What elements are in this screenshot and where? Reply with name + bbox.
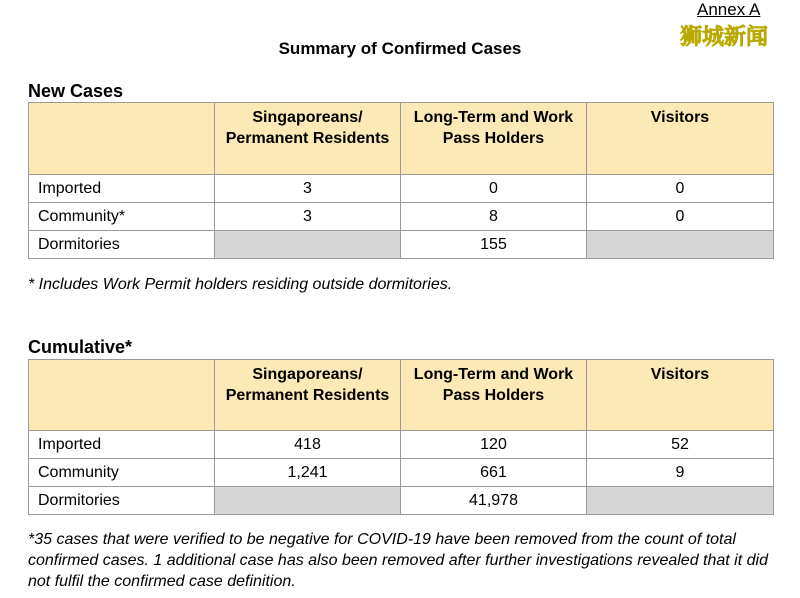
table-row bbox=[29, 203, 774, 231]
table-cell: 661 bbox=[401, 459, 587, 487]
cumulative-heading: Cumulative* bbox=[28, 337, 133, 357]
table-cell: 0 bbox=[587, 203, 774, 231]
table-cell: 8 bbox=[401, 203, 587, 231]
annex-label: Annex A bbox=[697, 0, 761, 19]
column-header: Visitors bbox=[587, 360, 774, 431]
table-row bbox=[29, 431, 774, 459]
shaded-cell bbox=[215, 231, 401, 259]
row-label: Dormitories bbox=[29, 487, 215, 515]
table-cell: 52 bbox=[587, 431, 774, 459]
row-label: Imported bbox=[29, 175, 215, 203]
shaded-cell bbox=[587, 487, 774, 515]
table-cell: 418 bbox=[215, 431, 401, 459]
table-row bbox=[29, 487, 774, 515]
table-row bbox=[29, 175, 774, 203]
table-cell: 0 bbox=[401, 175, 587, 203]
table-cell: 1,241 bbox=[215, 459, 401, 487]
row-label: Imported bbox=[29, 431, 215, 459]
shaded-cell bbox=[587, 231, 774, 259]
column-header: Singaporeans/ Permanent Residents bbox=[215, 103, 401, 175]
column-header: Long-Term and Work Pass Holders bbox=[401, 103, 587, 175]
new-cases-footnote: * Includes Work Permit holders residing outside dormitories. bbox=[28, 276, 453, 293]
new-cases-heading: New Cases bbox=[28, 81, 124, 101]
row-label: Community* bbox=[29, 203, 215, 231]
row-label: Community bbox=[29, 459, 215, 487]
new-cases-table bbox=[28, 102, 774, 259]
empty-header-cell bbox=[29, 103, 215, 175]
column-header: Long-Term and Work Pass Holders bbox=[401, 360, 587, 431]
watermark-logo: 狮城新闻 bbox=[680, 25, 769, 50]
cumulative-footnote: *35 cases that were verified to be negative for COVID-19 have been removed from the count of total confirmed cases. 1 additional case has also been removed after further investigations revealed that it did not fulfil the confirmed case definition. bbox=[28, 531, 768, 590]
column-header: Visitors bbox=[587, 103, 774, 175]
table-cell: 3 bbox=[215, 203, 401, 231]
table-cell: 120 bbox=[401, 431, 587, 459]
table-cell: 155 bbox=[401, 231, 587, 259]
table-header-row bbox=[29, 360, 774, 431]
table-row bbox=[29, 459, 774, 487]
table-cell: 3 bbox=[215, 175, 401, 203]
column-header: Singaporeans/ Permanent Residents bbox=[215, 360, 401, 431]
table-row bbox=[29, 231, 774, 259]
shaded-cell bbox=[215, 487, 401, 515]
table-cell: 9 bbox=[587, 459, 774, 487]
table-header-row bbox=[29, 103, 774, 175]
cumulative-table bbox=[28, 359, 774, 515]
page-title: Summary of Confirmed Cases bbox=[278, 39, 522, 58]
row-label: Dormitories bbox=[29, 231, 215, 259]
table-cell: 0 bbox=[587, 175, 774, 203]
table-cell: 41,978 bbox=[401, 487, 587, 515]
empty-header-cell bbox=[29, 360, 215, 431]
